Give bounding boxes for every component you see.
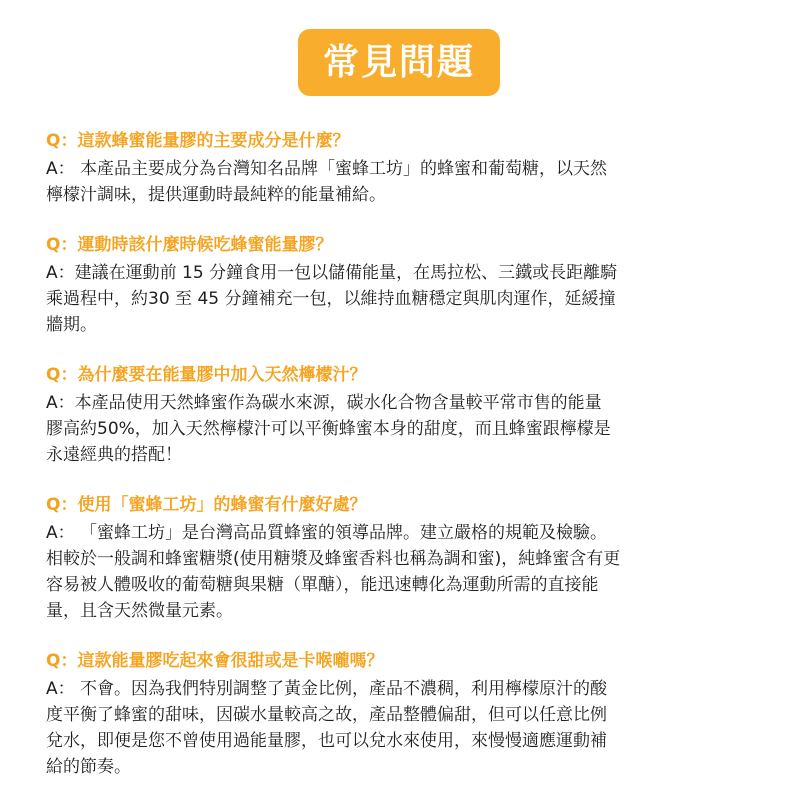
faq-answer [46, 676, 766, 780]
page-title-badge [298, 29, 500, 96]
faq-item [46, 362, 766, 468]
answer-line: A： 「蜜蜂工坊」是台灣高品質蜂蜜的領導品牌。建立嚴格的規範及檢驗。 [46, 523, 608, 543]
answer-line: 量，且含天然微量元素。 [46, 601, 233, 621]
answer-line: A： 不會。因為我們特別調整了黃金比例，產品不濃稠，利用檸檬原汁的酸 [46, 679, 608, 699]
answer-line: 乘過程中，約30 至 45 分鐘補充一包，以維持血糖穩定與肌肉運作，延緩撞 [46, 289, 616, 309]
faq-answer [46, 390, 766, 468]
faq-answer [46, 156, 766, 208]
answer-line: 兌水，即便是您不曾使用過能量膠，也可以兌水來使用，來慢慢適應運動補 [46, 731, 607, 751]
answer-line: 永遠經典的搭配！ [46, 445, 182, 465]
faq-question: Q：運動時該什麼時候吃蜂蜜能量膠？ [46, 235, 333, 255]
answer-line: 牆期。 [46, 315, 97, 335]
answer-line: 相較於一般調和蜂蜜糖漿(使用糖漿及蜂蜜香料也稱為調和蜜)，純蜂蜜含有更 [46, 549, 621, 569]
faq-item [46, 232, 766, 338]
answer-line: A：本產品使用天然蜂蜜作為碳水來源，碳水化合物含量較平常市售的能量 [46, 393, 602, 413]
answer-line: 膠高約50%，加入天然檸檬汁可以平衡蜂蜜本身的甜度，而且蜂蜜跟檸檬是 [46, 419, 611, 439]
answer-line: A：建議在運動前 15 分鐘食用一包以儲備能量，在馬拉松、三鐵或長距離騎 [46, 263, 618, 283]
answer-line: 容易被人體吸收的葡萄糖與果糖（單醣），能迅速轉化為運動所需的直接能 [46, 575, 599, 595]
faq-question: Q：使用「蜜蜂工坊」的蜂蜜有什麼好處？ [46, 495, 367, 515]
faq-answer [46, 520, 766, 624]
faq-item [46, 492, 766, 624]
faq-item [46, 128, 766, 208]
faq-answer [46, 260, 766, 338]
page-title: 常見問題 [322, 41, 475, 83]
faq-item [46, 648, 766, 780]
answer-line: 檸檬汁調味，提供運動時最純粹的能量補給。 [46, 185, 386, 205]
answer-line: A： 本產品主要成分為台灣知名品牌「蜜蜂工坊」的蜂蜜和葡萄糖，以天然 [46, 159, 608, 179]
answer-line: 給的節奏。 [46, 757, 131, 777]
faq-question: Q：這款能量膠吃起來會很甜或是卡喉嚨嗎？ [46, 651, 384, 671]
faq-question: Q：這款蜂蜜能量膠的主要成分是什麼？ [46, 131, 350, 151]
answer-line: 度平衡了蜂蜜的甜味，因碳水量較高之故，產品整體偏甜，但可以任意比例 [46, 705, 607, 725]
faq-list [46, 128, 766, 780]
faq-question: Q：為什麼要在能量膠中加入天然檸檬汁？ [46, 365, 367, 385]
